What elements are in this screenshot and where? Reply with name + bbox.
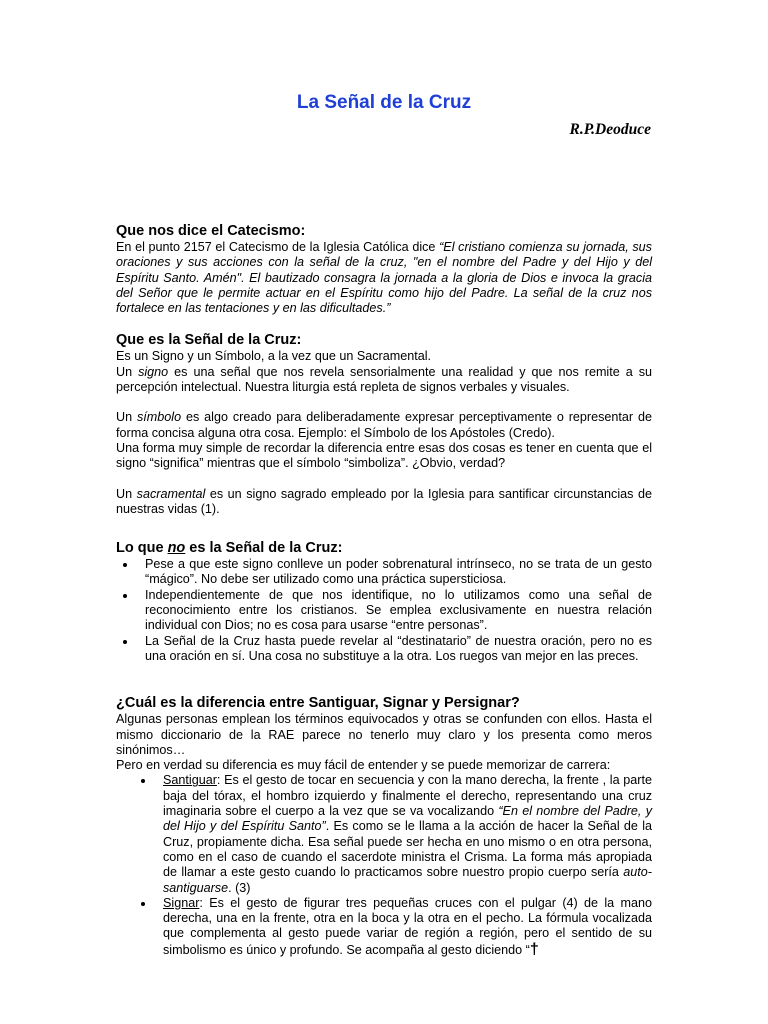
document-body <box>116 222 652 958</box>
section-catecismo <box>116 222 652 316</box>
text-span: Un <box>116 410 137 425</box>
term-signar: Signar <box>163 895 200 910</box>
text-span: es una señal que nos revela sensorialmente una realidad y que nos remite a su percepción intelectual. Nuestra liturgia está repleta de signos verbales y visuales. <box>116 364 652 395</box>
bullet-list <box>116 773 652 958</box>
paragraph: Pero en verdad su diferencia es muy fácil de entender y se puede memorizar de carrera: <box>116 758 611 773</box>
list-item-text: Independientemente de que nos identifique, no lo utilizamos como una señal de reconocimiento entre los cristianos. Se emplea exclusivamente en nuestra relación individual con Dios; no es cosa para usarse “entre personas”. <box>145 587 652 633</box>
bullet-list <box>116 557 652 664</box>
term-santiguar: Santiguar <box>163 773 217 788</box>
paragraph <box>116 410 652 441</box>
section-que-es <box>116 331 652 517</box>
section-lo-que-no <box>116 539 652 664</box>
paragraph: Algunas personas emplean los términos equivocados y otras se confunden con ellos. Hasta el mismo diccionario de la RAE parece no tenerlo muy claro y los presenta como meros sinónimos… <box>116 712 652 757</box>
text-span: : Es el gesto de figurar tres pequeñas cruces con el pulgar (4) de la mano derecha, una en la frente, otra en la boca y la otra en el pecho. La fórmula vocalizada que complementa al gesto puede variar de región a región, pero el sentido de su simbolismo es único y profundo. Se acompaña al gesto diciendo “ <box>163 895 652 957</box>
emphasis-no: no <box>167 540 186 557</box>
document-title: La Señal de la Cruz <box>296 92 472 113</box>
text-span: Lo que <box>116 540 168 557</box>
list-item-text: La Señal de la Cruz hasta puede revelar al “destinatario” de nuestra oración, pero no es una oración en sí. Una cosa no substituye a la otra. Los ruegos van mejor en las preces. <box>145 633 652 663</box>
document-author: R.P.Deoduce <box>569 121 651 138</box>
emphasis: símbolo <box>136 410 182 425</box>
text-span: En el punto 2157 el Catecismo de la Iglesia Católica dice <box>116 240 440 254</box>
paragraph: Es un Signo y un Símbolo, a la vez que un Sacramental. <box>116 349 432 364</box>
list-item-text: Pese a que este signo conlleve un poder sobrenatural intrínseco, no se trata de un gesto “mágico”. No debe ser utilizado como una práctica supersticiosa. <box>145 557 652 587</box>
section-heading <box>116 539 652 557</box>
text-span: . (3) <box>228 880 251 895</box>
emphasis: sacramental <box>136 486 206 501</box>
text-span: es algo creado para deliberadamente expresar perceptivamente o representar de forma concisa alguna otra cosa. Ejemplo: el Símbolo de los Apóstoles (Credo). <box>116 410 652 440</box>
text-span: Un <box>116 486 137 501</box>
text-span: : Es el gesto de tocar en secuencia y con la mano derecha, la frente , la parte baja del tórax, el hombro izquierdo y finalmente el derecho, representando una cruz imaginaria sobre el cuerpo a la vez que se va vocalizando <box>163 773 652 819</box>
section-heading: Que es la Señal de la Cruz: <box>116 332 302 349</box>
paragraph <box>116 240 652 316</box>
catecismo-quote: “El cristiano comienza su jornada, sus oraciones y sus acciones con la señal de la cruz, "en el nombre del Padre y del Hijo y del Espíritu Santo. Amén". El bautizado consagra la jornada a la gloria de Dios e invoca la gracia del Señor que le permite actuar en el Espíritu como hijo del Padre. La señal de la cruz nos fortalece en las tentaciones y en las dificultades.” <box>116 240 652 316</box>
list-item-signar <box>134 896 652 958</box>
paragraph <box>116 365 652 396</box>
emphasis: auto-santiguarse <box>163 865 652 895</box>
text-span: es la Señal de la Cruz: <box>185 540 343 557</box>
section-heading: ¿Cuál es la diferencia entre Santiguar, Signar y Persignar? <box>116 695 520 712</box>
emphasis: “En el nombre del Padre, y del Hijo y del Espíritu Santo” <box>163 804 652 834</box>
list-item <box>116 634 652 665</box>
text-span: . Es como se le llama a la acción de hacer la Señal de la Cruz, propiamente dicha. Esa señal puede ser hecha en uno mismo o en otra persona, como en el caso de cuando el sacerdote ministra el Crisma. La forma más apropiada de llamar a este gesto cuando lo practicamos sobre nuestro propio cuerpo sería <box>163 819 652 880</box>
paragraph <box>116 487 652 518</box>
list-item-santiguar <box>134 773 652 895</box>
cross-icon: † <box>529 940 539 958</box>
text-span: Un <box>116 364 139 379</box>
section-heading: Que nos dice el Catecismo: <box>116 223 306 239</box>
section-diferencia <box>116 694 652 958</box>
emphasis: signo <box>138 364 169 379</box>
paragraph: Una forma muy simple de recordar la diferencia entre esas dos cosas es tener en cuenta que el signo “significa” mientras que el símbolo “simboliza”. ¿Obvio, verdad? <box>116 440 652 471</box>
text-span: es un signo sagrado empleado por la Iglesia para santificar circunstancias de nuestras vidas (1). <box>116 486 652 516</box>
list-item <box>116 588 652 634</box>
list-item <box>116 557 652 588</box>
